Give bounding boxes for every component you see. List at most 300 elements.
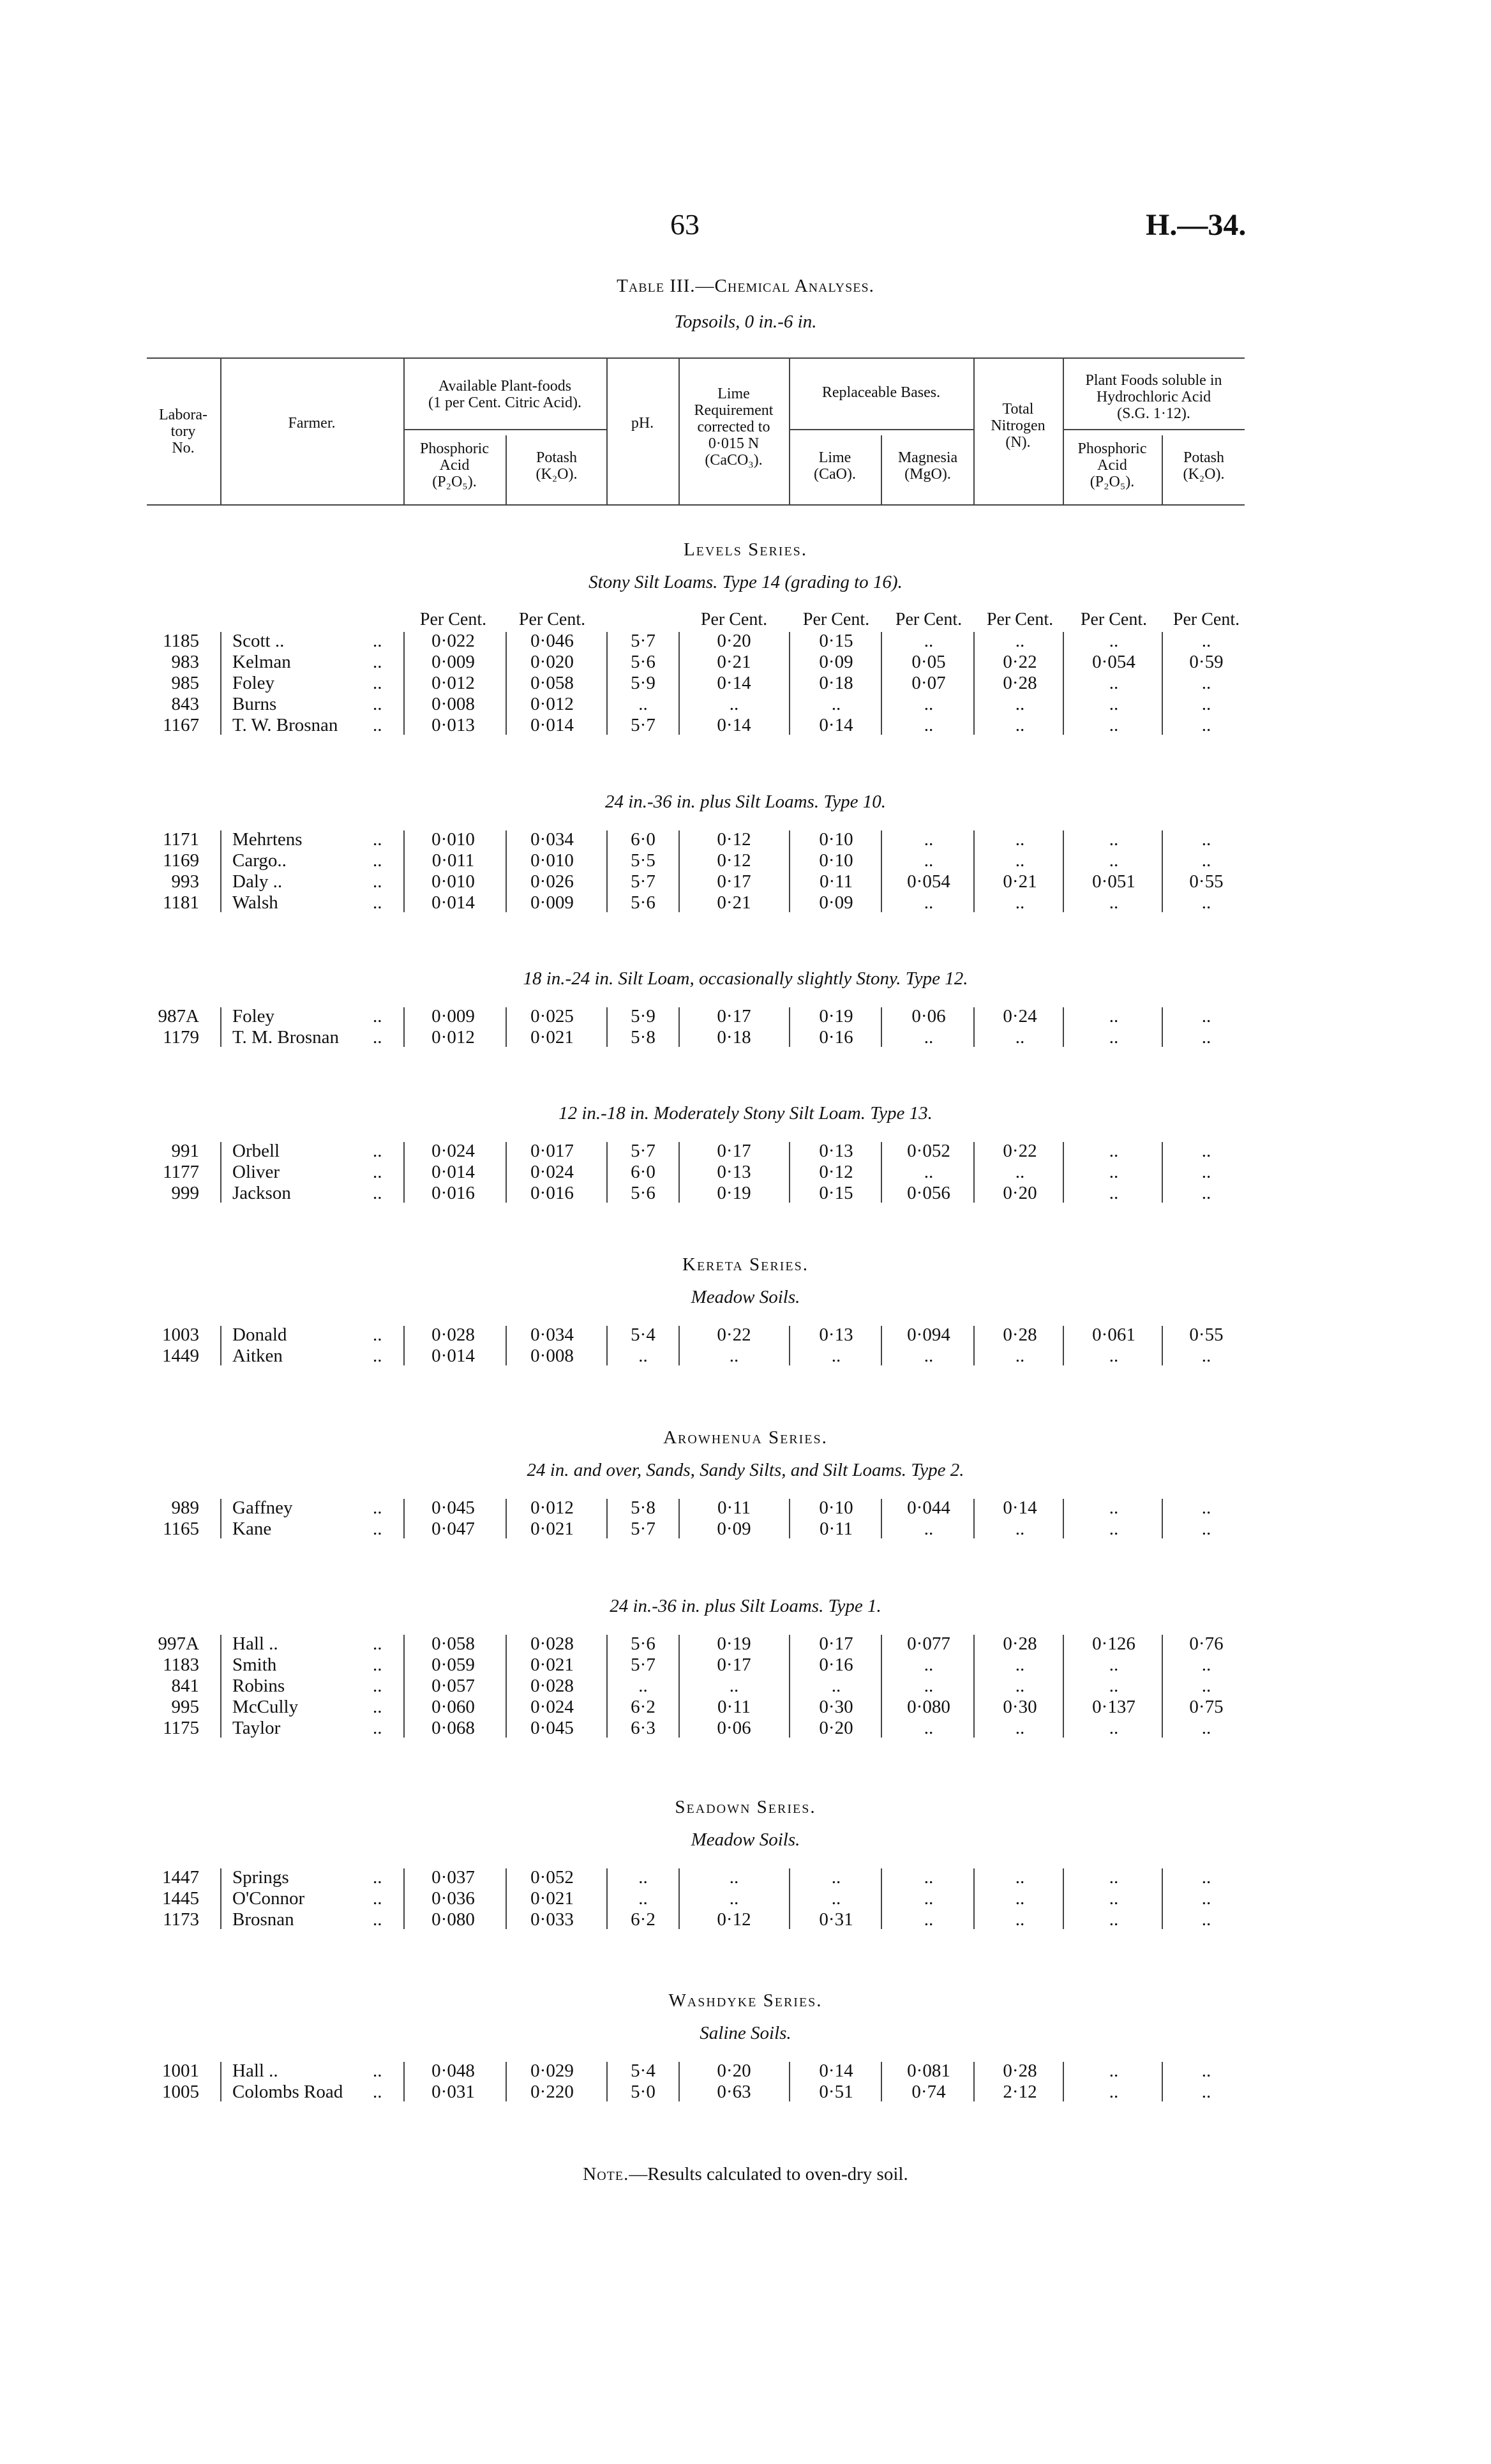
table-row <box>0 1162 1491 1183</box>
leader-dots: .. <box>373 1027 382 1048</box>
table-row <box>0 1909 1491 1930</box>
column-separator <box>1063 1499 1064 1538</box>
hcl-phosphoric-cell: .. <box>1109 1909 1119 1930</box>
column-separator <box>606 1635 608 1738</box>
lime-requirement-cell: 0·20 <box>717 631 751 651</box>
total-nitrogen-cell: 0·21 <box>1003 871 1037 892</box>
data-rows <box>0 829 1491 913</box>
lab-number-cell: 1175 <box>163 1718 199 1738</box>
hcl-potash-cell: .. <box>1201 1027 1211 1048</box>
phosphoric-acid-cell: 0·009 <box>431 652 475 672</box>
hcl-potash-cell: .. <box>1201 1346 1211 1366</box>
potash-cell: 0·034 <box>530 1325 574 1345</box>
magnesia-cell: 0·094 <box>907 1325 950 1345</box>
page-number: 63 <box>670 208 700 241</box>
phosphoric-acid-cell: 0·036 <box>431 1888 475 1909</box>
lime-requirement-cell: 0·11 <box>717 1498 751 1518</box>
column-separator <box>606 1499 608 1538</box>
potash-cell: 0·009 <box>530 892 574 913</box>
ph-cell: 6·0 <box>631 1162 656 1182</box>
column-separator <box>789 1499 790 1538</box>
column-separator <box>678 1499 680 1538</box>
lime-cao-cell: 0·14 <box>819 2061 853 2081</box>
total-nitrogen-cell: 0·30 <box>1003 1697 1037 1717</box>
soil-type-heading: 24 in.-36 in. plus Silt Loams. Type 1. <box>610 1596 881 1616</box>
potash-cell: 0·029 <box>530 2061 574 2081</box>
ph-cell: 5·4 <box>631 2061 656 2081</box>
column-separator <box>973 1635 975 1738</box>
farmer-cell: Brosnan <box>232 1909 294 1930</box>
column-separator <box>789 632 790 735</box>
phosphoric-acid-cell: 0·060 <box>431 1697 475 1717</box>
ph-cell: 5·9 <box>631 1006 656 1026</box>
column-separator <box>789 1868 790 1929</box>
farmer-cell: Colombs Road <box>232 2082 343 2102</box>
lab-number-cell: 1177 <box>163 1162 199 1182</box>
farmer-cell: Burns <box>232 694 277 714</box>
hcl-phosphoric-cell: .. <box>1109 715 1119 735</box>
phosphoric-acid-cell: 0·014 <box>431 1346 475 1366</box>
leader-dots: .. <box>373 1634 382 1654</box>
column-separator <box>506 1635 507 1738</box>
series-section-washdyke <box>0 1990 1491 2103</box>
hcl-potash-cell: .. <box>1201 1867 1211 1888</box>
table-row <box>0 673 1491 694</box>
total-nitrogen-cell: .. <box>1015 1027 1025 1048</box>
magnesia-cell: 0·06 <box>911 1006 946 1026</box>
column-separator <box>220 2062 221 2101</box>
hcl-phosphoric-cell: .. <box>1109 1498 1119 1518</box>
column-separator <box>606 830 608 912</box>
column-separator <box>403 1499 405 1538</box>
potash-cell: 0·046 <box>530 631 574 651</box>
hcl-phosphoric-cell: .. <box>1109 1676 1119 1696</box>
hcl-phosphoric-cell: .. <box>1109 850 1119 871</box>
farmer-cell: Aitken <box>232 1346 283 1366</box>
table-row <box>0 829 1491 850</box>
header-subrule <box>403 429 606 430</box>
table-row <box>0 1006 1491 1027</box>
lime-cao-cell: 0·51 <box>819 2082 853 2102</box>
phosphoric-acid-cell: 0·014 <box>431 892 475 913</box>
magnesia-cell: .. <box>924 1346 934 1366</box>
hcl-potash-cell: .. <box>1201 829 1211 850</box>
potash-cell: 0·021 <box>530 1519 574 1539</box>
total-nitrogen-cell: 0·14 <box>1003 1498 1037 1518</box>
leader-dots: .. <box>373 1655 382 1675</box>
column-separator <box>789 1326 790 1365</box>
table-row <box>0 2061 1491 2082</box>
total-nitrogen-cell: 0·28 <box>1003 1634 1037 1654</box>
header-subrule <box>1063 429 1245 430</box>
ph-cell: 6·2 <box>631 1909 656 1930</box>
lime-requirement-cell: 0·18 <box>717 1027 751 1048</box>
column-separator <box>973 1868 975 1929</box>
data-rows <box>0 1498 1491 1540</box>
hcl-potash-cell: .. <box>1201 673 1211 693</box>
column-separator <box>973 2062 975 2101</box>
column-separator <box>881 1635 882 1738</box>
lime-cao-cell: 0·11 <box>819 1519 853 1539</box>
farmer-cell: Oliver <box>232 1162 280 1182</box>
hcl-phosphoric-cell: 0·126 <box>1092 1634 1135 1654</box>
header-replaceable-bases: Replaceable Bases. <box>821 384 941 401</box>
lime-cao-cell: .. <box>831 1346 841 1366</box>
magnesia-cell: 0·054 <box>907 871 950 892</box>
column-separator <box>403 1142 405 1203</box>
potash-cell: 0·026 <box>530 871 574 892</box>
series-section-kereta <box>0 1254 1491 1367</box>
potash-cell: 0·010 <box>530 850 574 871</box>
magnesia-cell: .. <box>924 829 934 850</box>
hcl-phosphoric-cell: 0·054 <box>1092 652 1135 672</box>
soil-group-levels-type13 <box>0 1103 1491 1204</box>
potash-cell: 0·052 <box>530 1867 574 1888</box>
lime-requirement-cell: 0·63 <box>717 2082 751 2102</box>
lab-number-cell: 1167 <box>163 715 199 735</box>
ph-cell: 5·7 <box>631 715 656 735</box>
column-separator <box>1162 1007 1163 1047</box>
column-separator <box>1162 632 1163 735</box>
column-separator <box>881 1326 882 1365</box>
phosphoric-acid-cell: 0·048 <box>431 2061 475 2081</box>
hcl-phosphoric-cell: .. <box>1109 673 1119 693</box>
soil-type-heading: 24 in. and over, Sands, Sandy Silts, and Silt Loams. Type 2. <box>527 1460 964 1480</box>
lime-requirement-cell: .. <box>729 1888 739 1909</box>
lab-number-cell: 983 <box>171 652 199 672</box>
ph-cell: 5·6 <box>631 1634 656 1654</box>
leader-dots: .. <box>373 631 382 651</box>
farmer-cell: Jackson <box>232 1183 291 1203</box>
lime-requirement-cell: 0·19 <box>717 1634 751 1654</box>
potash-cell: 0·024 <box>530 1697 574 1717</box>
ph-cell: .. <box>638 694 648 714</box>
lab-number-cell: 1183 <box>163 1655 199 1675</box>
header-lab-no: Labora- tory No. <box>159 407 207 456</box>
leader-dots: .. <box>373 1519 382 1539</box>
column-separator <box>506 1868 507 1929</box>
column-separator <box>606 1326 608 1365</box>
table-row <box>0 715 1491 736</box>
column-separator <box>789 1007 790 1047</box>
hcl-phosphoric-cell: .. <box>1109 1027 1119 1048</box>
column-separator <box>678 1326 680 1365</box>
total-nitrogen-cell: .. <box>1015 1909 1025 1930</box>
lime-requirement-cell: 0·17 <box>717 1141 751 1161</box>
magnesia-cell: 0·056 <box>907 1183 950 1203</box>
lime-requirement-cell: .. <box>729 694 739 714</box>
farmer-cell: Cargo.. <box>232 850 287 871</box>
ph-cell: 5·7 <box>631 1519 656 1539</box>
unit-label: Per Cent. <box>419 610 487 629</box>
hcl-potash-cell: .. <box>1201 1141 1211 1161</box>
unit-label: Per Cent. <box>518 610 586 629</box>
lime-cao-cell: 0·18 <box>819 673 853 693</box>
farmer-cell: Donald <box>232 1325 287 1345</box>
magnesia-cell: 0·07 <box>911 673 946 693</box>
column-separator <box>1162 1142 1163 1203</box>
column-separator <box>678 1635 680 1738</box>
total-nitrogen-cell: 0·28 <box>1003 2061 1037 2081</box>
lime-cao-cell: .. <box>831 694 841 714</box>
column-separator <box>220 1326 221 1365</box>
table-row <box>0 1519 1491 1540</box>
magnesia-cell: 0·077 <box>907 1634 950 1654</box>
header-lime-cao: Lime (CaO). <box>814 449 856 483</box>
ph-cell: 6·3 <box>631 1718 656 1738</box>
data-rows <box>0 1325 1491 1367</box>
magnesia-cell: .. <box>924 1718 934 1738</box>
leader-dots: .. <box>373 1888 382 1909</box>
ph-cell: 5·8 <box>631 1027 656 1048</box>
header-hcl-phosphoric-acid: Phosphoric Acid (P₂O₅). <box>1077 440 1147 490</box>
lime-cao-cell: 0·15 <box>819 631 853 651</box>
lab-number-cell: 989 <box>171 1498 199 1518</box>
column-separator <box>1162 830 1163 912</box>
magnesia-cell: .. <box>924 1909 934 1930</box>
potash-cell: 0·028 <box>530 1676 574 1696</box>
potash-cell: 0·024 <box>530 1162 574 1182</box>
hcl-potash-cell: .. <box>1201 1718 1211 1738</box>
ph-cell: 5·8 <box>631 1498 656 1518</box>
phosphoric-acid-cell: 0·047 <box>431 1519 475 1539</box>
data-rows <box>0 2061 1491 2103</box>
lime-cao-cell: .. <box>831 1676 841 1696</box>
column-separator <box>678 830 680 912</box>
column-separator <box>606 2062 608 2101</box>
table-row <box>0 2082 1491 2103</box>
lab-number-cell: 1445 <box>162 1888 199 1909</box>
table-row <box>0 871 1491 892</box>
series-title: Seadown Series. <box>675 1797 816 1817</box>
lime-cao-cell: 0·11 <box>819 871 853 892</box>
lime-requirement-cell: 0·21 <box>717 892 751 913</box>
magnesia-cell: .. <box>924 1655 934 1675</box>
leader-dots: .. <box>373 1162 382 1182</box>
hcl-potash-cell: 0·55 <box>1189 1325 1224 1345</box>
table-row <box>0 1888 1491 1909</box>
column-separator <box>403 1326 405 1365</box>
potash-cell: 0·028 <box>530 1634 574 1654</box>
table-row <box>0 1325 1491 1346</box>
column-separator <box>1162 1499 1163 1538</box>
ph-cell: 5·0 <box>631 2082 656 2102</box>
hcl-phosphoric-cell: 0·137 <box>1092 1697 1135 1717</box>
hcl-potash-cell: .. <box>1201 1006 1211 1026</box>
column-separator <box>973 1499 975 1538</box>
lab-number-cell: 1181 <box>163 892 199 913</box>
hcl-phosphoric-cell: .. <box>1109 1888 1119 1909</box>
hcl-potash-cell: .. <box>1201 1519 1211 1539</box>
magnesia-cell: .. <box>924 850 934 871</box>
phosphoric-acid-cell: 0·045 <box>431 1498 475 1518</box>
hcl-potash-cell: .. <box>1201 1909 1211 1930</box>
potash-cell: 0·008 <box>530 1346 574 1366</box>
column-separator <box>789 2062 790 2101</box>
lime-requirement-cell: 0·14 <box>717 673 751 693</box>
phosphoric-acid-cell: 0·057 <box>431 1676 475 1696</box>
leader-dots: .. <box>373 1141 382 1161</box>
lime-cao-cell: 0·16 <box>819 1655 853 1675</box>
farmer-cell: T. M. Brosnan <box>232 1027 340 1048</box>
lime-cao-cell: 0·10 <box>819 829 853 850</box>
farmer-cell: Kelman <box>232 652 291 672</box>
column-separator <box>403 2062 405 2101</box>
table-row <box>0 1141 1491 1162</box>
phosphoric-acid-cell: 0·012 <box>431 1027 475 1048</box>
series-title: Arowhenua Series. <box>663 1427 828 1448</box>
lime-requirement-cell: 0·22 <box>717 1325 751 1345</box>
header-available-plant-foods: Available Plant-foods (1 per Cent. Citric Acid). <box>428 378 581 411</box>
hcl-phosphoric-cell: .. <box>1109 1183 1119 1203</box>
column-separator <box>1162 1868 1163 1929</box>
lab-number-cell: 1185 <box>163 631 199 651</box>
soil-type-heading: 12 in.-18 in. Moderately Stony Silt Loam. Type 13. <box>558 1103 933 1123</box>
potash-cell: 0·017 <box>530 1141 574 1161</box>
soil-type-heading: 18 in.-24 in. Silt Loam, occasionally slightly Stony. Type 12. <box>523 968 968 989</box>
lab-number-cell: 1001 <box>162 2061 199 2081</box>
leader-dots: .. <box>373 850 382 871</box>
farmer-cell: T. W. Brosnan <box>232 715 338 735</box>
soil-type-heading: Meadow Soils. <box>691 1287 800 1307</box>
unit-label: Per Cent. <box>1173 610 1240 629</box>
column-separator <box>678 1868 680 1929</box>
lime-requirement-cell: 0·17 <box>717 1006 751 1026</box>
hcl-potash-cell: 0·75 <box>1189 1697 1224 1717</box>
leader-dots: .. <box>373 694 382 714</box>
table-row <box>0 1697 1491 1718</box>
leader-dots: .. <box>373 1909 382 1930</box>
column-separator <box>1162 2062 1163 2101</box>
farmer-cell: Hall .. <box>232 2061 278 2081</box>
hcl-phosphoric-cell: .. <box>1109 1162 1119 1182</box>
lime-cao-cell: 0·17 <box>819 1634 853 1654</box>
total-nitrogen-cell: .. <box>1015 850 1025 871</box>
leader-dots: .. <box>373 715 382 735</box>
series-section-arowhenua <box>0 1427 1491 1540</box>
lime-cao-cell: 0·09 <box>819 652 853 672</box>
note-text: —Results calculated to oven-dry soil. <box>629 2164 908 2184</box>
hcl-phosphoric-cell: .. <box>1109 1141 1119 1161</box>
note-label: Note. <box>583 2164 629 2184</box>
hcl-phosphoric-cell: .. <box>1109 1655 1119 1675</box>
column-separator <box>1162 1326 1163 1365</box>
lime-requirement-cell: 0·14 <box>717 715 751 735</box>
column-separator <box>881 1868 882 1929</box>
hcl-phosphoric-cell: .. <box>1109 829 1119 850</box>
phosphoric-acid-cell: 0·080 <box>431 1909 475 1930</box>
lab-number-cell: 993 <box>171 871 199 892</box>
column-separator <box>678 632 680 735</box>
header-total-nitrogen: Total Nitrogen (N). <box>991 401 1045 451</box>
potash-cell: 0·220 <box>530 2082 574 2102</box>
hcl-potash-cell: .. <box>1201 631 1211 651</box>
hcl-phosphoric-cell: .. <box>1109 1519 1119 1539</box>
ph-cell: 5·7 <box>631 871 656 892</box>
series-title: Washdyke Series. <box>668 1990 823 2011</box>
potash-cell: 0·034 <box>530 829 574 850</box>
hcl-phosphoric-cell: .. <box>1109 1718 1119 1738</box>
column-separator <box>881 1007 882 1047</box>
series-section-levels <box>0 539 1491 736</box>
farmer-cell: O'Connor <box>232 1888 305 1909</box>
header-farmer: Farmer. <box>288 415 336 432</box>
column-separator <box>220 632 221 735</box>
table-row <box>0 1655 1491 1676</box>
soil-group-arowhenua-type1 <box>0 1596 1491 1739</box>
column-separator <box>881 2062 882 2101</box>
magnesia-cell: .. <box>924 694 934 714</box>
ph-cell: .. <box>638 1867 648 1888</box>
column-separator <box>1063 632 1064 735</box>
table-row <box>0 1867 1491 1888</box>
table-row <box>0 1718 1491 1739</box>
lab-number-cell: 1449 <box>162 1346 199 1366</box>
total-nitrogen-cell: 0·20 <box>1003 1183 1037 1203</box>
farmer-cell: Kane <box>232 1519 272 1539</box>
hcl-phosphoric-cell: .. <box>1109 1346 1119 1366</box>
column-separator <box>220 1499 221 1538</box>
farmer-cell: Daly .. <box>232 871 283 892</box>
magnesia-cell: 0·05 <box>911 652 946 672</box>
column-separator <box>973 830 975 912</box>
column-separator <box>606 1142 608 1203</box>
table-row <box>0 1346 1491 1367</box>
lime-requirement-cell: .. <box>729 1676 739 1696</box>
total-nitrogen-cell: 0·24 <box>1003 1006 1037 1026</box>
column-separator <box>1063 2062 1064 2101</box>
phosphoric-acid-cell: 0·008 <box>431 694 475 714</box>
farmer-cell: Foley <box>232 1006 275 1026</box>
leader-dots: .. <box>373 2061 382 2081</box>
lime-cao-cell: 0·14 <box>819 715 853 735</box>
phosphoric-acid-cell: 0·010 <box>431 871 475 892</box>
hcl-phosphoric-cell: .. <box>1109 892 1119 913</box>
magnesia-cell: .. <box>924 1162 934 1182</box>
farmer-cell: Mehrtens <box>232 829 303 850</box>
column-separator <box>506 1499 507 1538</box>
hcl-phosphoric-cell: .. <box>1109 694 1119 714</box>
phosphoric-acid-cell: 0·013 <box>431 715 475 735</box>
total-nitrogen-cell: .. <box>1015 829 1025 850</box>
lab-number-cell: 1179 <box>163 1027 199 1048</box>
column-separator <box>678 1142 680 1203</box>
leader-dots: .. <box>373 1697 382 1717</box>
table-row <box>0 694 1491 715</box>
column-separator <box>881 830 882 912</box>
hcl-potash-cell: 0·55 <box>1189 871 1224 892</box>
phosphoric-acid-cell: 0·009 <box>431 1006 475 1026</box>
column-separator <box>403 830 405 912</box>
lime-requirement-cell: .. <box>729 1867 739 1888</box>
column-separator <box>973 1007 975 1047</box>
farmer-cell: Smith <box>232 1655 277 1675</box>
lime-requirement-cell: 0·09 <box>717 1519 751 1539</box>
hcl-potash-cell: .. <box>1201 1888 1211 1909</box>
lime-cao-cell: 0·15 <box>819 1183 853 1203</box>
column-separator <box>220 1635 221 1738</box>
column-separator <box>220 1142 221 1203</box>
farmer-cell: Springs <box>232 1867 289 1888</box>
phosphoric-acid-cell: 0·022 <box>431 631 475 651</box>
ph-cell: .. <box>638 1676 648 1696</box>
table-row <box>0 1027 1491 1048</box>
document-reference: H.—34. <box>1146 208 1247 242</box>
lime-cao-cell: 0·19 <box>819 1006 853 1026</box>
soil-group-levels-type10 <box>0 792 1491 913</box>
total-nitrogen-cell: 0·22 <box>1003 652 1037 672</box>
data-rows <box>0 631 1491 736</box>
